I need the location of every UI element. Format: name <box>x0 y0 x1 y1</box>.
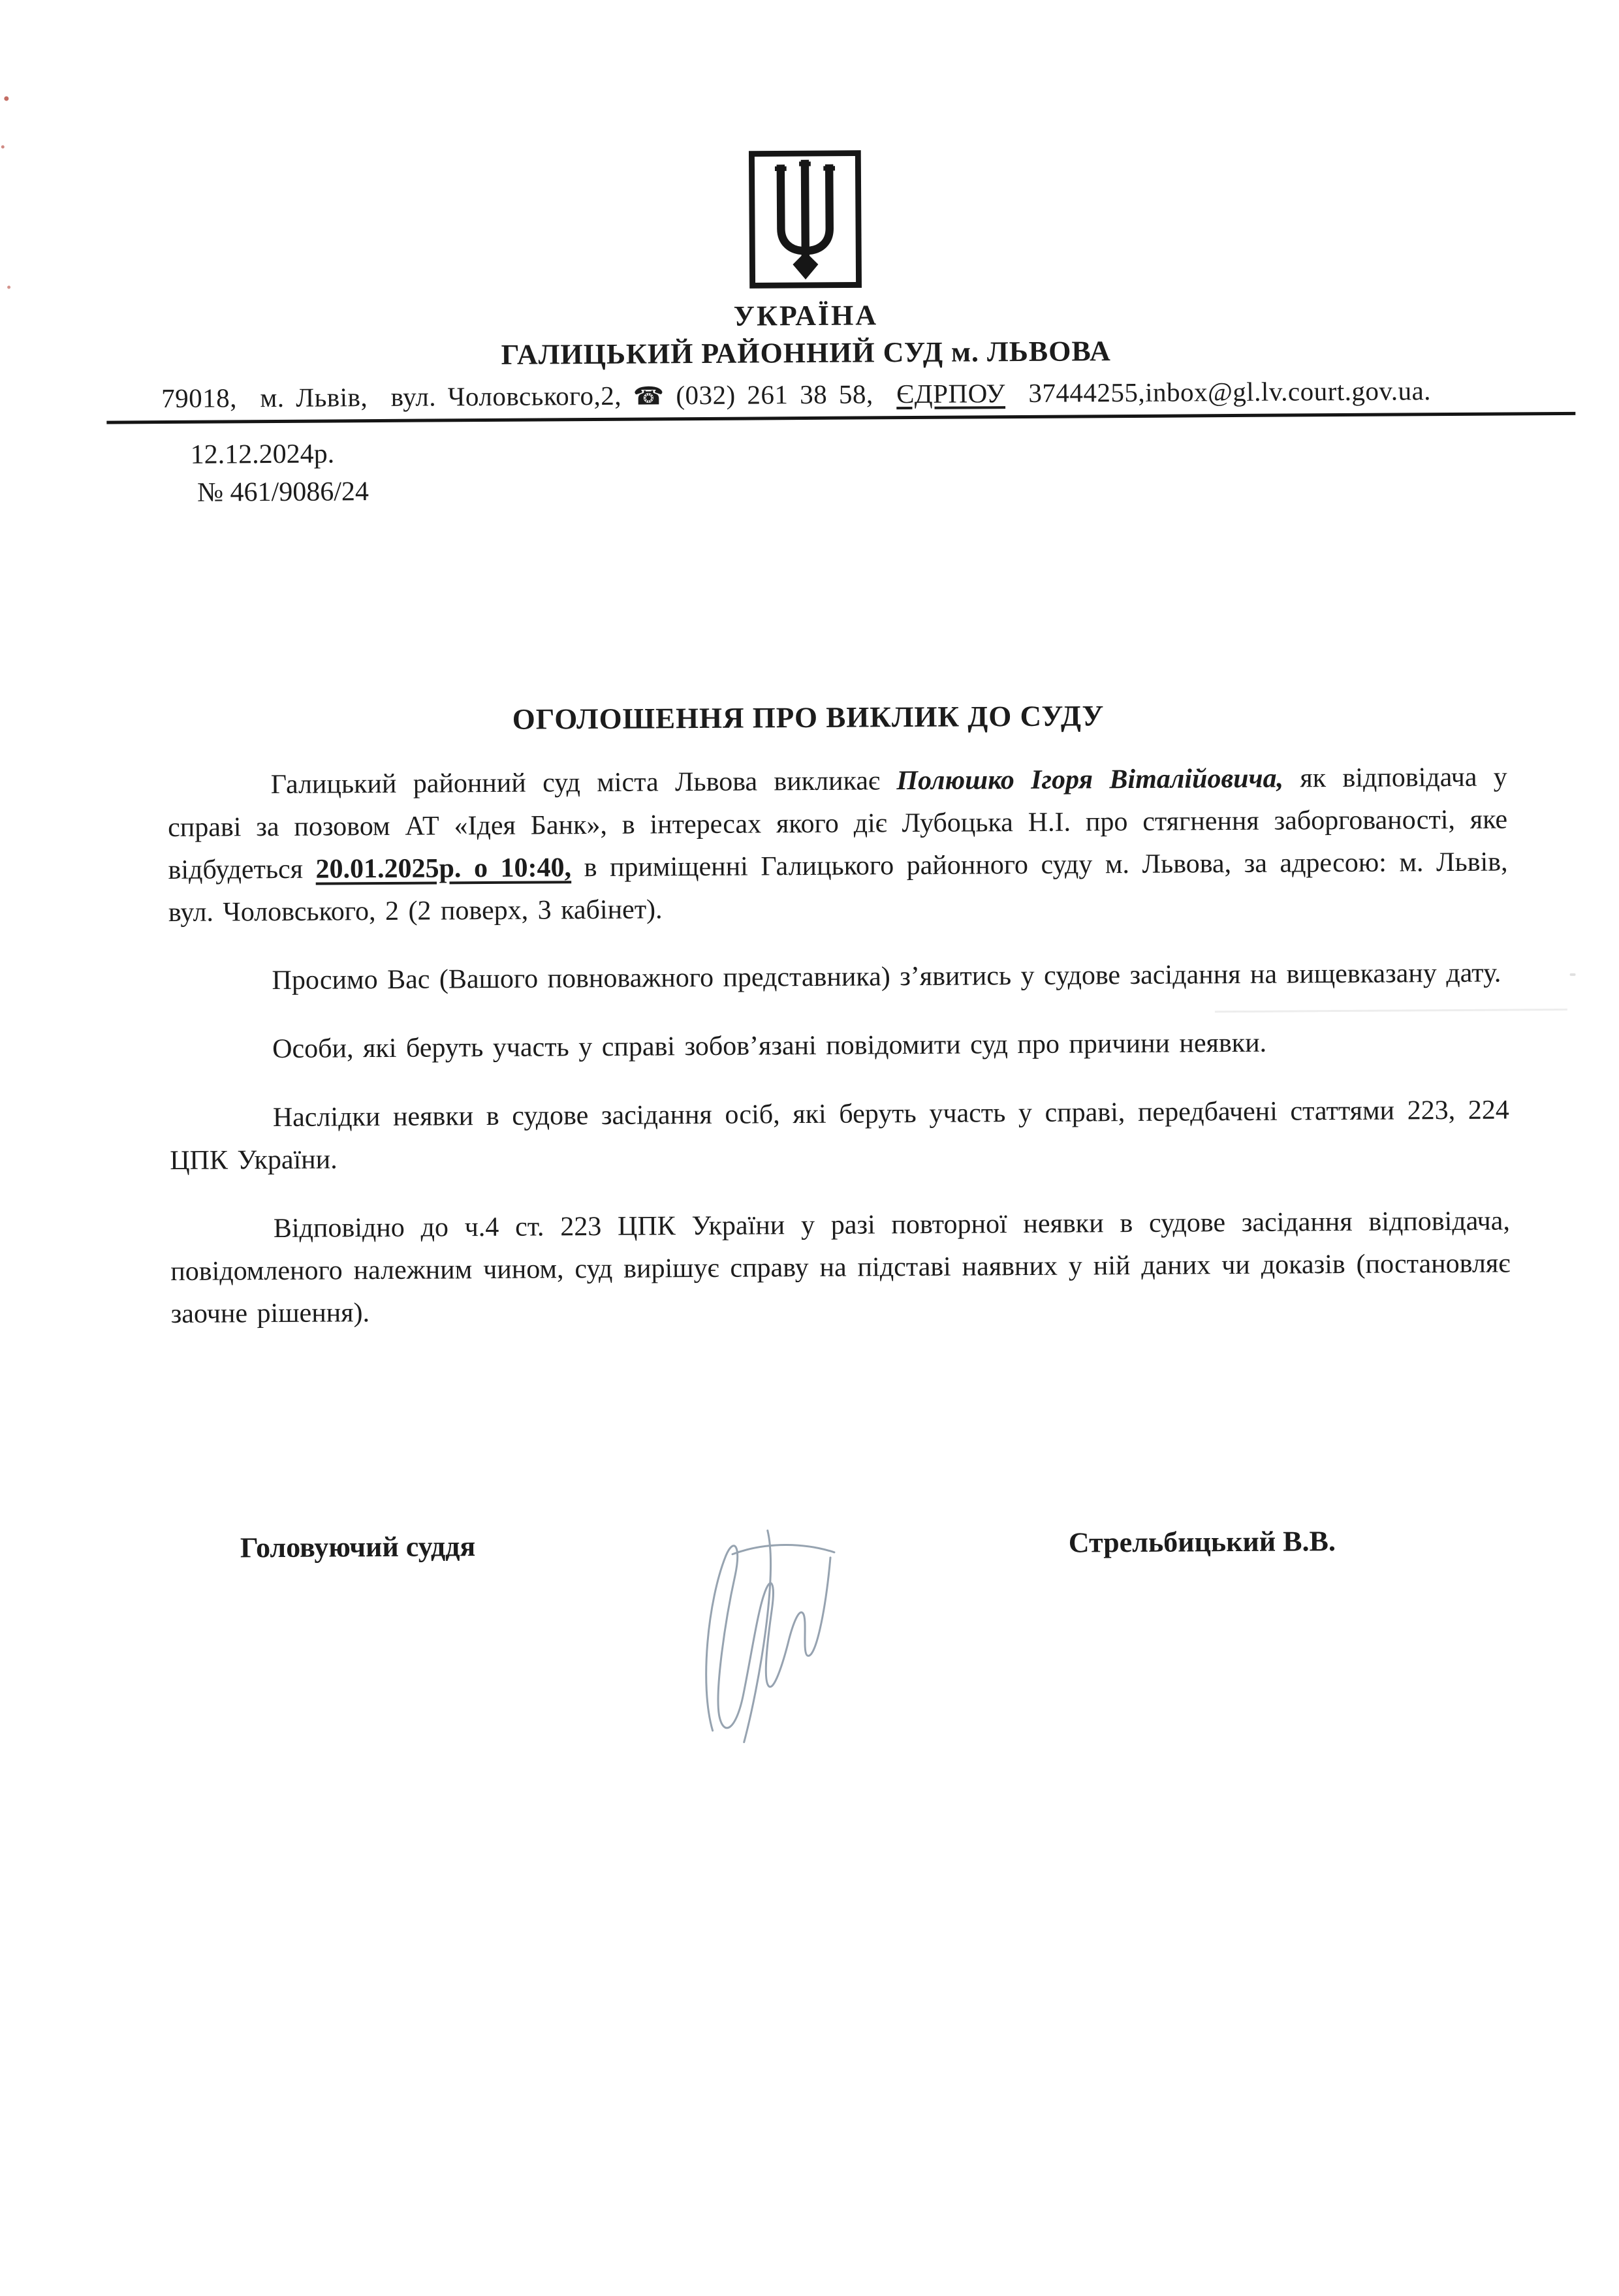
phone-icon: ☎ <box>633 381 665 411</box>
doc-title: ОГОЛОШЕННЯ ПРО ВИКЛИК ДО СУДУ <box>512 699 1105 736</box>
address-text: 79018, м. Львів, вул. Чоловського,2, <box>161 380 633 414</box>
court-name: ГАЛИЦЬКИЙ РАЙОННИЙ СУД м. ЛЬВОВА <box>501 335 1111 371</box>
paragraph-summons <box>168 756 1509 934</box>
signature-scribble <box>670 1514 867 1763</box>
edrpou-value: 37444255,inbox@gl.lv.court.gov.ua. <box>1005 375 1432 409</box>
p1-part3: в приміщенні Галицького районного суду м. Львова, за адресою: м. Львів, вул. Чоловського, 2 (2 поверх, 3 кабінет). <box>168 847 1508 928</box>
defendant-name: Полюшко Ігоря Віталійовича, <box>896 763 1284 796</box>
header-rule <box>106 412 1575 424</box>
scan-speck <box>4 96 8 101</box>
paragraph-absence-rule: Відповідно до ч.4 ст. 223 ЦПК України у разі повторної неявки в судове засідання відповідача, повідомленого належним чином, суд вирішує справу на підставі наявних у ній даних чи доказів (постановляє заочне рішення). <box>170 1206 1511 1329</box>
body-text <box>168 756 1511 1336</box>
phone-number: (032) 261 38 58, <box>664 379 897 411</box>
scan-speck <box>1 146 5 149</box>
p1-part1: Галицький районний суд міста Львова викликає <box>270 766 897 800</box>
doc-date: 12.12.2024р. <box>190 439 335 470</box>
address-line <box>161 374 1577 414</box>
country-name: УКРАЇНА <box>733 299 879 332</box>
hearing-datetime: 20.01.2025р. о 10:40, <box>315 853 572 885</box>
scan-speck <box>7 285 10 289</box>
case-number: № 461/9086/24 <box>196 477 369 508</box>
p1-part2: як відповідача у справі за позовом АТ «Ідея Банк», в інтересах якого діє Лубоцька Н.І. про стягнення заборгованості, яке відбудеться <box>168 762 1508 885</box>
coat-of-arms-icon <box>747 148 864 290</box>
edrpou-label: ЄДРПОУ <box>896 378 1006 409</box>
paragraph-duty: Особи, які беруть участь у справі зобов’язані повідомити суд про причини неявки. <box>272 1028 1267 1065</box>
paragraph-consequences: Наслідки неявки в судове засідання осіб, які беруть участь у справі, передбачені статтями 223, 224 ЦПК України. <box>170 1095 1509 1176</box>
scan-speck <box>1570 973 1576 976</box>
paragraph-request: Просимо Вас (Вашого повноважного представника) з’явитись у судове засідання на вищевказану дату. <box>272 958 1501 996</box>
judge-role: Головуючий суддя <box>240 1530 476 1564</box>
judge-name: Стрельбицький В.В. <box>1068 1525 1336 1559</box>
